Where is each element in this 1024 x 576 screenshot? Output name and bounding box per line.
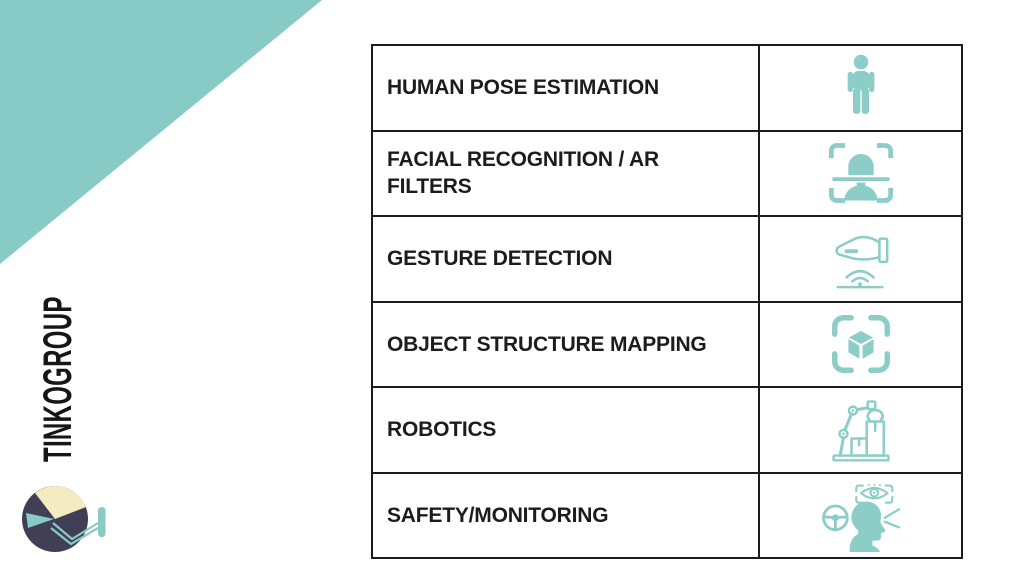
corner-triangle <box>0 0 322 264</box>
row-icon-cell <box>760 132 961 216</box>
row-label: GESTURE DETECTION <box>373 217 760 301</box>
face-scan-icon <box>820 137 902 209</box>
person-icon <box>838 54 884 122</box>
driver-monitoring-icon <box>821 478 901 552</box>
table-row <box>373 46 961 132</box>
row-label: FACIAL RECOGNITION / AR FILTERS <box>373 132 760 216</box>
row-icon-cell <box>760 46 961 130</box>
row-icon-cell <box>760 474 961 558</box>
row-label: HUMAN POSE ESTIMATION <box>373 46 760 130</box>
table-row <box>373 132 961 218</box>
row-label: OBJECT STRUCTURE MAPPING <box>373 303 760 387</box>
robot-arm-icon <box>824 394 898 466</box>
gesture-detection-icon <box>825 227 897 291</box>
table-row <box>373 474 961 558</box>
table-row <box>373 388 961 474</box>
row-icon-cell <box>760 217 961 301</box>
row-icon-cell <box>760 388 961 472</box>
table-row <box>373 217 961 303</box>
table-row <box>373 303 961 389</box>
row-icon-cell <box>760 303 961 387</box>
row-label: ROBOTICS <box>373 388 760 472</box>
applications-table <box>371 44 963 559</box>
row-label: SAFETY/MONITORING <box>373 474 760 558</box>
brand-logo <box>8 479 114 563</box>
brand-name: TINKOGROUP <box>36 296 80 462</box>
cube-scan-icon <box>826 309 896 379</box>
